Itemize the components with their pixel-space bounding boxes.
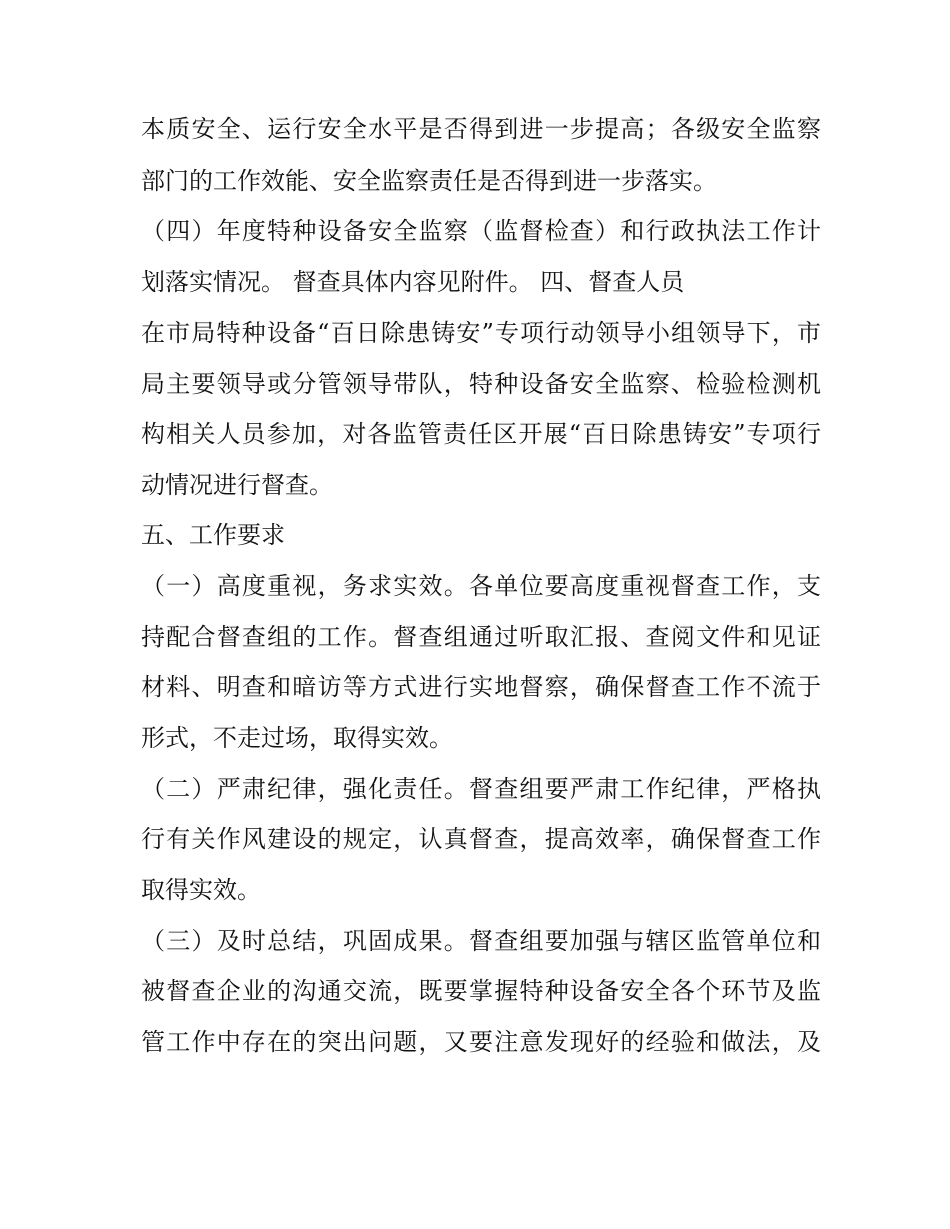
text-line: 构相关人员参加，对各监管责任区开展“百日除患铸安”专项行 <box>141 420 821 448</box>
text-line: 在市局特种设备“百日除患铸安”专项行动领导小组领导下，市 <box>141 319 821 347</box>
text-line: 管工作中存在的突出问题，又要注意发现好的经验和做法，及 <box>141 1028 821 1056</box>
text-line: （三）及时总结，巩固成果。督查组要加强与辖区监管单位和 <box>141 927 821 955</box>
text-line: 被督查企业的沟通交流，既要掌握特种设备安全各个环节及监 <box>141 977 821 1005</box>
text-line: 取得实效。 <box>141 876 261 904</box>
text-line: 部门的工作效能、安全监察责任是否得到进一步落实。 <box>141 167 717 195</box>
text-line: （四）年度特种设备安全监察（监督检查）和行政执法工作计 <box>141 217 821 245</box>
text-line: 本质安全、运行安全水平是否得到进一步提高；各级安全监察 <box>141 115 821 143</box>
text-line: （一）高度重视，务求实效。各单位要高度重视督查工作，支 <box>141 572 821 600</box>
section-heading: 五、工作要求 <box>141 521 285 549</box>
text-line: 形式，不走过场，取得实效。 <box>141 724 453 752</box>
text-line: 动情况进行督查。 <box>141 471 333 499</box>
text-line: 材料、明查和暗访等方式进行实地督察，确保督查工作不流于 <box>141 673 821 701</box>
text-line: 局主要领导或分管领导带队，特种设备安全监察、检验检测机 <box>141 370 821 398</box>
text-line: （二）严肃纪律，强化责任。督查组要严肃工作纪律，严格执 <box>141 775 821 803</box>
text-line: 持配合督查组的工作。督查组通过听取汇报、查阅文件和见证 <box>141 623 821 651</box>
text-line: 划落实情况。 督查具体内容见附件。 四、督查人员 <box>141 268 685 296</box>
text-line: 行有关作风建设的规定，认真督查，提高效率，确保督查工作 <box>141 825 821 853</box>
